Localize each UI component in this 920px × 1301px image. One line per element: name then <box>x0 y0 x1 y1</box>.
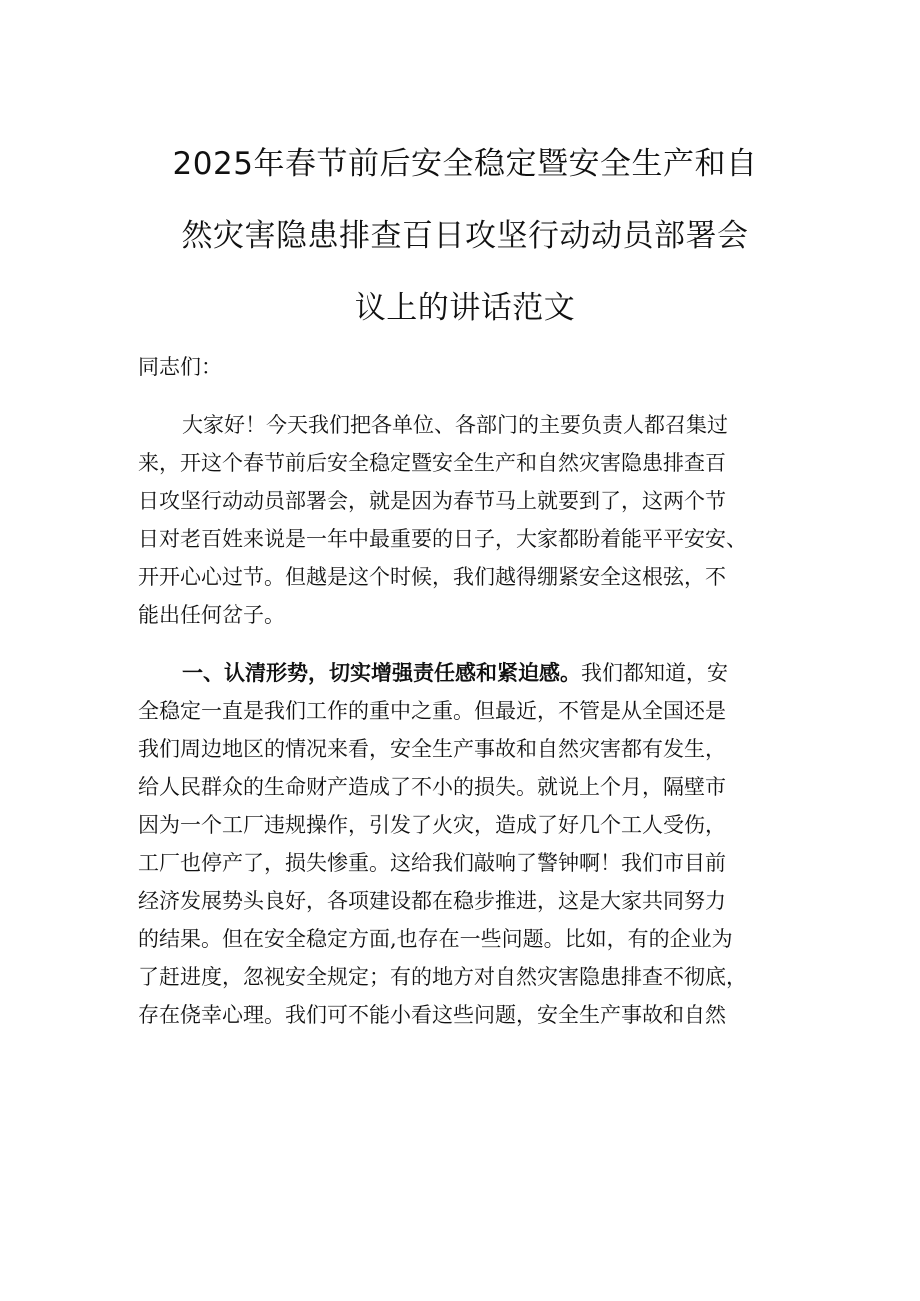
paragraph-line: 工厂也停产了，损失惨重。这给我们敲响了警钟啊！我们市目前 <box>138 851 726 875</box>
paragraph-line: 日攻坚行动动员部署会，就是因为春节马上就要到了，这两个节 <box>138 489 726 513</box>
paragraph-line: 因为一个工厂违规操作，引发了火灾，造成了好几个工人受伤， <box>138 813 726 837</box>
paragraph-line: 日对老百姓来说是一年中最重要的日子，大家都盼着能平平安安、 <box>138 527 747 551</box>
paragraph-line: 了赶进度，忽视安全规定；有的地方对自然灾害隐患排查不彻底， <box>138 965 747 989</box>
greeting: 同志们： <box>138 355 222 379</box>
paragraph-line: 给人民群众的生命财产造成了不小的损失。就说上个月，隔壁市 <box>138 775 726 799</box>
paragraph-line: 来，开这个春节前后安全稳定暨安全生产和自然灾害隐患排查百 <box>138 451 726 475</box>
section-1-first-line <box>138 654 798 692</box>
title-line: 2025年春节前后安全稳定暨安全生产和自 <box>172 146 758 182</box>
paragraph-line: 我们周边地区的情况来看，安全生产事故和自然灾害都有发生， <box>138 737 726 761</box>
section-heading: 一、认清形势，切实增强责任感和紧迫感。 <box>182 661 581 685</box>
title-line: 议上的讲话范文 <box>354 290 576 326</box>
title-line: 然灾害隐患排查百日攻坚行动动员部署会 <box>181 218 749 254</box>
document-body <box>138 348 798 1034</box>
paragraph-opening <box>138 406 798 634</box>
paragraph-line: 大家好！今天我们把各单位、各部门的主要负责人都召集过 <box>182 413 728 437</box>
paragraph-line: 经济发展势头良好，各项建设都在稳步推进，这是大家共同努力 <box>138 889 726 913</box>
document-title <box>120 128 810 344</box>
paragraph-line: 能出任何岔子。 <box>138 603 285 627</box>
paragraph-line: 的结果。但在安全稳定方面,也存在一些问题。比如，有的企业为 <box>138 927 733 951</box>
paragraph-line: 开开心心过节。但越是这个时候，我们越得绷紧安全这根弦，不 <box>138 565 726 589</box>
paragraph-line: 全稳定一直是我们工作的重中之重。但最近，不管是从全国还是 <box>138 699 726 723</box>
section-1 <box>138 654 798 1034</box>
section-text: 我们都知道，安 <box>581 661 728 685</box>
paragraph-line: 存在侥幸心理。我们可不能小看这些问题，安全生产事故和自然 <box>138 1003 726 1027</box>
